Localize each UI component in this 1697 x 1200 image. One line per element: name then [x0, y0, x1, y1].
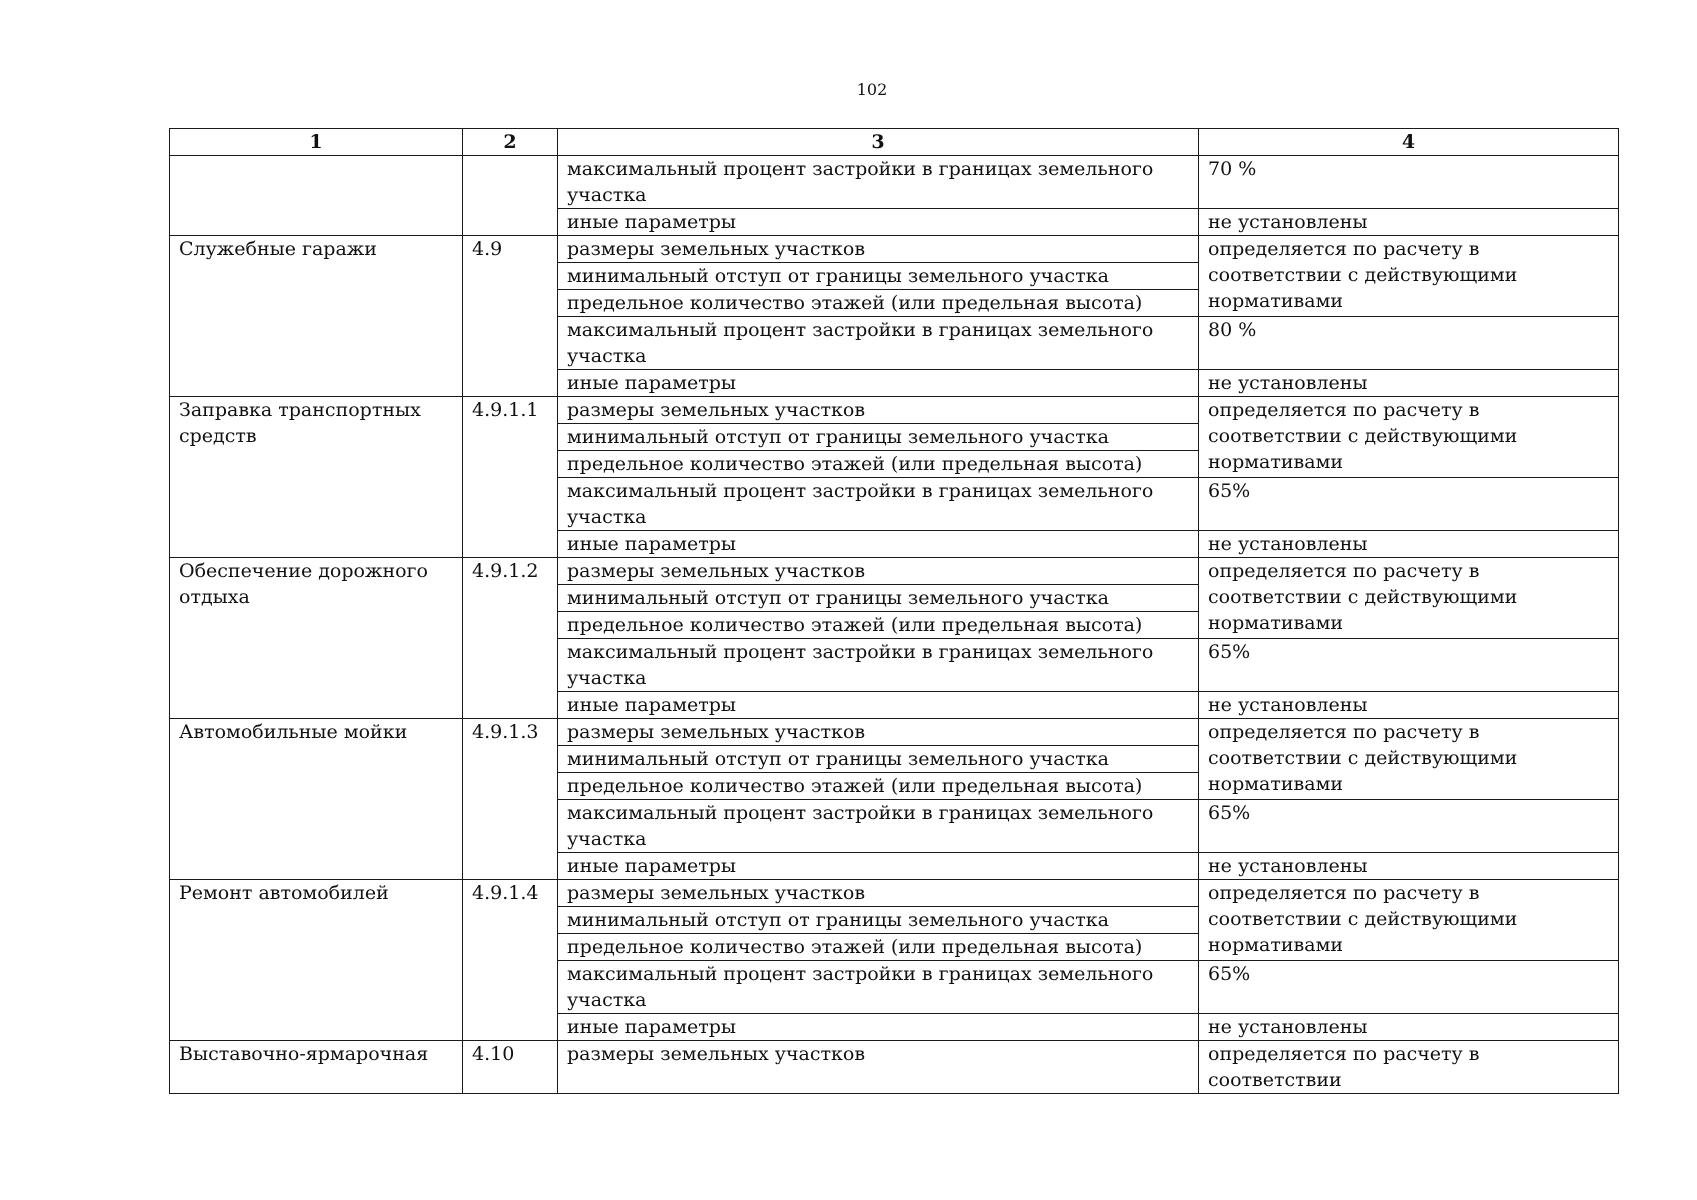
param-cell: иные параметры — [558, 370, 1199, 397]
table-row — [170, 880, 1619, 907]
param-cell: максимальный процент застройки в границах земельного участка — [558, 961, 1199, 1014]
param-cell: минимальный отступ от границы земельного участка — [558, 424, 1199, 451]
value-cell: 80 % — [1199, 317, 1619, 370]
param-cell: иные параметры — [558, 853, 1199, 880]
param-cell: предельное количество этажей (или предельная высота) — [558, 612, 1199, 639]
table-row — [170, 1041, 1619, 1094]
value-cell: не установлены — [1199, 853, 1619, 880]
value-cell: не установлены — [1199, 531, 1619, 558]
param-cell: минимальный отступ от границы земельного участка — [558, 585, 1199, 612]
use-code-cell: 4.9.1.1 — [463, 397, 558, 558]
value-cell: 65% — [1199, 961, 1619, 1014]
param-cell: максимальный процент застройки в границах земельного участка — [558, 317, 1199, 370]
regulations-table — [169, 128, 1619, 1094]
use-name-cell: Заправка транспортных средств — [170, 397, 463, 558]
use-name-cell: Автомобильные мойки — [170, 719, 463, 880]
use-code-cell: 4.9 — [463, 236, 558, 397]
value-cell: определяется по расчету в соответствии с действующими нормативами — [1199, 719, 1619, 800]
param-cell: размеры земельных участков — [558, 397, 1199, 424]
value-cell: 65% — [1199, 478, 1619, 531]
param-cell: размеры земельных участков — [558, 1041, 1199, 1094]
param-cell: максимальный процент застройки в границах земельного участка — [558, 156, 1199, 209]
table-row — [170, 719, 1619, 746]
header-col-4: 4 — [1199, 129, 1619, 156]
page-number: 102 — [856, 80, 888, 99]
header-row — [170, 129, 1619, 156]
param-cell: размеры земельных участков — [558, 880, 1199, 907]
param-cell: иные параметры — [558, 1014, 1199, 1041]
param-cell: размеры земельных участков — [558, 719, 1199, 746]
value-cell: не установлены — [1199, 1014, 1619, 1041]
use-code-cell: 4.9.1.4 — [463, 880, 558, 1041]
value-cell: 70 % — [1199, 156, 1619, 209]
param-cell: предельное количество этажей (или предельная высота) — [558, 451, 1199, 478]
use-name-cell — [170, 156, 463, 236]
value-cell: не установлены — [1199, 692, 1619, 719]
param-cell: иные параметры — [558, 692, 1199, 719]
param-cell: иные параметры — [558, 209, 1199, 236]
value-cell: 65% — [1199, 800, 1619, 853]
use-code-cell: 4.10 — [463, 1041, 558, 1094]
use-name-cell: Служебные гаражи — [170, 236, 463, 397]
value-cell: определяется по расчету в соответствии с действующими нормативами — [1199, 397, 1619, 478]
param-cell: предельное количество этажей (или предельная высота) — [558, 934, 1199, 961]
value-cell: 65% — [1199, 639, 1619, 692]
use-code-cell: 4.9.1.3 — [463, 719, 558, 880]
param-cell: минимальный отступ от границы земельного участка — [558, 263, 1199, 290]
use-name-cell: Ремонт автомобилей — [170, 880, 463, 1041]
table-row — [170, 156, 1619, 209]
param-cell: иные параметры — [558, 531, 1199, 558]
value-cell: определяется по расчету в соответствии с действующими нормативами — [1199, 558, 1619, 639]
use-name-cell: Обеспечение дорожного отдыха — [170, 558, 463, 719]
header-col-1: 1 — [170, 129, 463, 156]
use-code-cell — [463, 156, 558, 236]
value-cell: не установлены — [1199, 370, 1619, 397]
param-cell: максимальный процент застройки в границах земельного участка — [558, 800, 1199, 853]
header-col-2: 2 — [463, 129, 558, 156]
param-cell: предельное количество этажей (или предельная высота) — [558, 290, 1199, 317]
value-cell: определяется по расчету в соответствии — [1199, 1041, 1619, 1094]
param-cell: размеры земельных участков — [558, 236, 1199, 263]
use-name-cell: Выставочно-ярмарочная — [170, 1041, 463, 1094]
value-cell: определяется по расчету в соответствии с действующими нормативами — [1199, 880, 1619, 961]
param-cell: размеры земельных участков — [558, 558, 1199, 585]
value-cell: не установлены — [1199, 209, 1619, 236]
table-row — [170, 558, 1619, 585]
table-row — [170, 236, 1619, 263]
value-cell: определяется по расчету в соответствии с действующими нормативами — [1199, 236, 1619, 317]
table-row — [170, 397, 1619, 424]
param-cell: минимальный отступ от границы земельного участка — [558, 907, 1199, 934]
param-cell: предельное количество этажей (или предельная высота) — [558, 773, 1199, 800]
param-cell: минимальный отступ от границы земельного участка — [558, 746, 1199, 773]
header-col-3: 3 — [558, 129, 1199, 156]
use-code-cell: 4.9.1.2 — [463, 558, 558, 719]
param-cell: максимальный процент застройки в границах земельного участка — [558, 478, 1199, 531]
param-cell: максимальный процент застройки в границах земельного участка — [558, 639, 1199, 692]
